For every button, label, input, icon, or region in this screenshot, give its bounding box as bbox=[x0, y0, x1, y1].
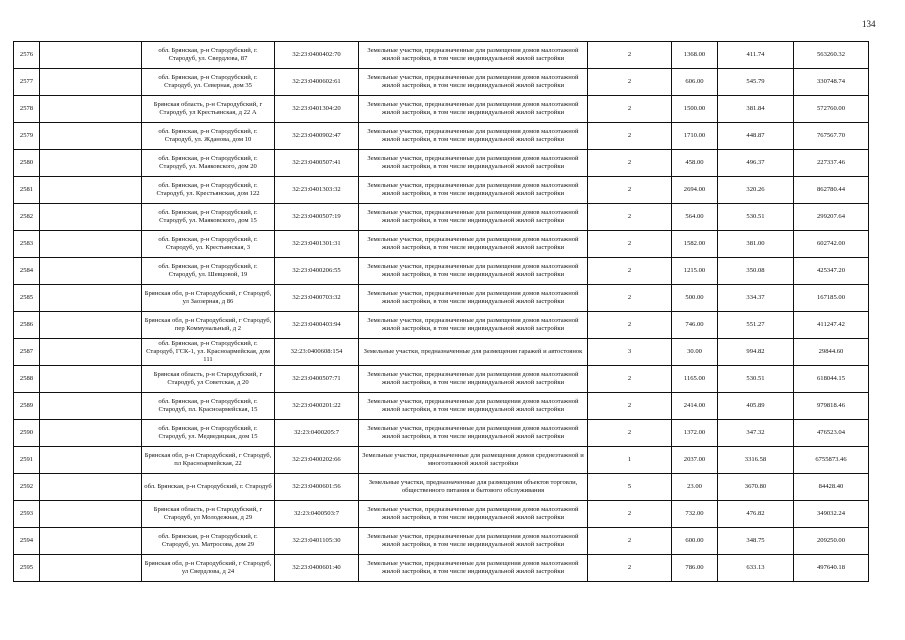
cadastral-value-cell: 425347.20 bbox=[794, 258, 869, 285]
address-cell: обл. Брянская, р-н Стародубский, г. Стародуб, ул. Жданова, дом 10 bbox=[142, 123, 275, 150]
cadastral-value-table bbox=[13, 41, 869, 582]
address-cell: Брянская обл, р-н Стародубский, г Стародуб, пл Красноармейская, 22 bbox=[142, 447, 275, 474]
empty-cell bbox=[40, 69, 142, 96]
group-cell: 2 bbox=[588, 231, 672, 258]
cadastral-value-cell: 476523.04 bbox=[794, 420, 869, 447]
empty-cell bbox=[40, 528, 142, 555]
area-cell: 1372.00 bbox=[672, 420, 718, 447]
empty-cell bbox=[40, 555, 142, 582]
empty-cell bbox=[40, 231, 142, 258]
land-use-cell: Земельные участки, предназначенные для размещения объектов торговли, общественного питания и бытового обслуживания bbox=[359, 474, 588, 501]
cadastral-value-cell: 572760.00 bbox=[794, 96, 869, 123]
cadastral-number-cell: 32:23:0400403:94 bbox=[275, 312, 359, 339]
empty-cell bbox=[40, 96, 142, 123]
table-row bbox=[14, 366, 869, 393]
cadastral-number-cell: 32:23:0401105:30 bbox=[275, 528, 359, 555]
empty-cell bbox=[40, 204, 142, 231]
table-row bbox=[14, 474, 869, 501]
table-row bbox=[14, 447, 869, 474]
group-cell: 3 bbox=[588, 339, 672, 366]
empty-cell bbox=[40, 123, 142, 150]
table-row bbox=[14, 393, 869, 420]
specific-value-cell: 551.27 bbox=[718, 312, 794, 339]
specific-value-cell: 3316.58 bbox=[718, 447, 794, 474]
group-cell: 5 bbox=[588, 474, 672, 501]
area-cell: 1710.00 bbox=[672, 123, 718, 150]
cadastral-value-cell: 497640.18 bbox=[794, 555, 869, 582]
cadastral-value-cell: 862780.44 bbox=[794, 177, 869, 204]
group-cell: 2 bbox=[588, 123, 672, 150]
address-cell: Брянская обл, р-н Стародубский, г Стародуб, пер Коммунальный, д 2 bbox=[142, 312, 275, 339]
cadastral-number-cell: 32:23:0400205:7 bbox=[275, 420, 359, 447]
row-number: 2592 bbox=[14, 474, 40, 501]
row-number: 2584 bbox=[14, 258, 40, 285]
land-use-cell: Земельные участки, предназначенные для размещения домов малоэтажной жилой застройки, в том числе индивидуальной жилой застройки bbox=[359, 420, 588, 447]
table-row bbox=[14, 177, 869, 204]
area-cell: 732.00 bbox=[672, 501, 718, 528]
land-use-cell: Земельные участки, предназначенные для размещения домов малоэтажной жилой застройки, в том числе индивидуальной жилой застройки bbox=[359, 150, 588, 177]
empty-cell bbox=[40, 150, 142, 177]
specific-value-cell: 545.79 bbox=[718, 69, 794, 96]
cadastral-value-cell: 563260.32 bbox=[794, 42, 869, 69]
empty-cell bbox=[40, 420, 142, 447]
area-cell: 1215.00 bbox=[672, 258, 718, 285]
land-use-cell: Земельные участки, предназначенные для размещения домов малоэтажной жилой застройки, в том числе индивидуальной жилой застройки bbox=[359, 123, 588, 150]
area-cell: 1582.00 bbox=[672, 231, 718, 258]
row-number: 2587 bbox=[14, 339, 40, 366]
empty-cell bbox=[40, 42, 142, 69]
address-cell: Брянская область, р-н Стародубский, г Стародуб, ул Советская, д 20 bbox=[142, 366, 275, 393]
empty-cell bbox=[40, 177, 142, 204]
group-cell: 2 bbox=[588, 393, 672, 420]
address-cell: обл. Брянская, р-н Стародубский, г. Стародуб, ГСК-1, ул. Красноармейская, дом 111 bbox=[142, 339, 275, 366]
specific-value-cell: 381.00 bbox=[718, 231, 794, 258]
land-use-cell: Земельные участки, предназначенные для размещения домов среднеэтажной и многоэтажной жилой застройки bbox=[359, 447, 588, 474]
area-cell: 606.00 bbox=[672, 69, 718, 96]
cadastral-value-cell: 602742.00 bbox=[794, 231, 869, 258]
land-use-cell: Земельные участки, предназначенные для размещения домов малоэтажной жилой застройки, в том числе индивидуальной жилой застройки bbox=[359, 258, 588, 285]
address-cell: обл. Брянская, р-н Стародубский, г. Стародуб, ул. Свердлова, 87 bbox=[142, 42, 275, 69]
land-use-cell: Земельные участки, предназначенные для размещения домов малоэтажной жилой застройки, в том числе индивидуальной жилой застройки bbox=[359, 555, 588, 582]
address-cell: обл. Брянская, р-н Стародубский, г. Стародуб bbox=[142, 474, 275, 501]
cadastral-number-cell: 32:23:0400902:47 bbox=[275, 123, 359, 150]
table-row bbox=[14, 420, 869, 447]
cadastral-number-cell: 32:23:0400608:154 bbox=[275, 339, 359, 366]
cadastral-number-cell: 32:23:0401301:31 bbox=[275, 231, 359, 258]
land-use-cell: Земельные участки, предназначенные для размещения гаражей и автостоянок bbox=[359, 339, 588, 366]
cadastral-value-cell: 299207.64 bbox=[794, 204, 869, 231]
cadastral-number-cell: 32:23:0401303:32 bbox=[275, 177, 359, 204]
specific-value-cell: 530.51 bbox=[718, 366, 794, 393]
cadastral-number-cell: 32:23:0400601:40 bbox=[275, 555, 359, 582]
row-number: 2595 bbox=[14, 555, 40, 582]
group-cell: 2 bbox=[588, 258, 672, 285]
land-use-cell: Земельные участки, предназначенные для размещения домов малоэтажной жилой застройки, в том числе индивидуальной жилой застройки bbox=[359, 528, 588, 555]
address-cell: обл. Брянская, р-н Стародубский, г. Стародуб, ул. Медведицкая, дом 15 bbox=[142, 420, 275, 447]
group-cell: 2 bbox=[588, 177, 672, 204]
row-number: 2586 bbox=[14, 312, 40, 339]
row-number: 2590 bbox=[14, 420, 40, 447]
address-cell: обл. Брянская, р-н Стародубский, г. Стародуб, ул. Крестьянская, дом 122 bbox=[142, 177, 275, 204]
group-cell: 1 bbox=[588, 447, 672, 474]
land-use-cell: Земельные участки, предназначенные для размещения домов малоэтажной жилой застройки, в том числе индивидуальной жилой застройки bbox=[359, 285, 588, 312]
address-cell: Брянская область, р-н Стародубский, г Стародуб, ул Крестьянская, д 22 А bbox=[142, 96, 275, 123]
specific-value-cell: 448.87 bbox=[718, 123, 794, 150]
empty-cell bbox=[40, 366, 142, 393]
specific-value-cell: 347.32 bbox=[718, 420, 794, 447]
specific-value-cell: 320.26 bbox=[718, 177, 794, 204]
address-cell: Брянская обл, р-н Стародубский, г Стародуб, ул Заозерная, д 86 bbox=[142, 285, 275, 312]
empty-cell bbox=[40, 501, 142, 528]
address-cell: обл. Брянская, р-н Стародубский, г. Стародуб, ул. Матросова, дом 29 bbox=[142, 528, 275, 555]
row-number: 2583 bbox=[14, 231, 40, 258]
specific-value-cell: 334.37 bbox=[718, 285, 794, 312]
row-number: 2589 bbox=[14, 393, 40, 420]
empty-cell bbox=[40, 285, 142, 312]
cadastral-value-cell: 411247.42 bbox=[794, 312, 869, 339]
cadastral-number-cell: 32:23:0400201:22 bbox=[275, 393, 359, 420]
area-cell: 564.00 bbox=[672, 204, 718, 231]
specific-value-cell: 411.74 bbox=[718, 42, 794, 69]
cadastral-value-cell: 29844.60 bbox=[794, 339, 869, 366]
area-cell: 1500.00 bbox=[672, 96, 718, 123]
cadastral-value-cell: 618044.15 bbox=[794, 366, 869, 393]
area-cell: 500.00 bbox=[672, 285, 718, 312]
cadastral-number-cell: 32:23:0400507:41 bbox=[275, 150, 359, 177]
specific-value-cell: 633.13 bbox=[718, 555, 794, 582]
cadastral-number-cell: 32:23:0401304:20 bbox=[275, 96, 359, 123]
table-row bbox=[14, 528, 869, 555]
land-use-cell: Земельные участки, предназначенные для размещения домов малоэтажной жилой застройки, в том числе индивидуальной жилой застройки bbox=[359, 393, 588, 420]
specific-value-cell: 348.75 bbox=[718, 528, 794, 555]
land-use-cell: Земельные участки, предназначенные для размещения домов малоэтажной жилой застройки, в том числе индивидуальной жилой застройки bbox=[359, 204, 588, 231]
address-cell: Брянская обл, р-н Стародубский, г Стародуб, ул Свердлова, д 24 bbox=[142, 555, 275, 582]
table-row bbox=[14, 231, 869, 258]
row-number: 2593 bbox=[14, 501, 40, 528]
empty-cell bbox=[40, 312, 142, 339]
area-cell: 2694.00 bbox=[672, 177, 718, 204]
area-cell: 1368.00 bbox=[672, 42, 718, 69]
cadastral-value-cell: 167185.00 bbox=[794, 285, 869, 312]
group-cell: 2 bbox=[588, 69, 672, 96]
land-use-cell: Земельные участки, предназначенные для размещения домов малоэтажной жилой застройки, в том числе индивидуальной жилой застройки bbox=[359, 42, 588, 69]
cadastral-number-cell: 32:23:0400202:66 bbox=[275, 447, 359, 474]
area-cell: 746.00 bbox=[672, 312, 718, 339]
table-row bbox=[14, 42, 869, 69]
table-row bbox=[14, 204, 869, 231]
cadastral-number-cell: 32:23:0400602:61 bbox=[275, 69, 359, 96]
group-cell: 2 bbox=[588, 42, 672, 69]
table-row bbox=[14, 312, 869, 339]
land-use-cell: Земельные участки, предназначенные для размещения домов малоэтажной жилой застройки, в том числе индивидуальной жилой застройки bbox=[359, 96, 588, 123]
row-number: 2591 bbox=[14, 447, 40, 474]
empty-cell bbox=[40, 258, 142, 285]
area-cell: 2414.00 bbox=[672, 393, 718, 420]
land-use-cell: Земельные участки, предназначенные для размещения домов малоэтажной жилой застройки, в том числе индивидуальной жилой застройки bbox=[359, 231, 588, 258]
row-number: 2585 bbox=[14, 285, 40, 312]
address-cell: обл. Брянская, р-н Стародубский, г. Стародуб, ул. Маяковского, дом 15 bbox=[142, 204, 275, 231]
cadastral-number-cell: 32:23:0400206:55 bbox=[275, 258, 359, 285]
row-number: 2582 bbox=[14, 204, 40, 231]
area-cell: 786.00 bbox=[672, 555, 718, 582]
area-cell: 23.00 bbox=[672, 474, 718, 501]
specific-value-cell: 381.84 bbox=[718, 96, 794, 123]
area-cell: 1165.00 bbox=[672, 366, 718, 393]
row-number: 2594 bbox=[14, 528, 40, 555]
empty-cell bbox=[40, 447, 142, 474]
area-cell: 2037.00 bbox=[672, 447, 718, 474]
area-cell: 458.00 bbox=[672, 150, 718, 177]
group-cell: 2 bbox=[588, 312, 672, 339]
specific-value-cell: 994.82 bbox=[718, 339, 794, 366]
land-use-cell: Земельные участки, предназначенные для размещения домов малоэтажной жилой застройки, в том числе индивидуальной жилой застройки bbox=[359, 366, 588, 393]
cadastral-number-cell: 32:23:0400703:32 bbox=[275, 285, 359, 312]
cadastral-value-cell: 349032.24 bbox=[794, 501, 869, 528]
table-row bbox=[14, 501, 869, 528]
group-cell: 2 bbox=[588, 555, 672, 582]
address-cell: обл. Брянская, р-н Стародубский, г. Стародуб, ул. Маяковского, дом 20 bbox=[142, 150, 275, 177]
address-cell: Брянская область, р-н Стародубский, г Стародуб, ул Молодежная, д 29 bbox=[142, 501, 275, 528]
address-cell: обл. Брянская, р-н Стародубский, г. Стародуб, ул. Северная, дом 35 bbox=[142, 69, 275, 96]
row-number: 2579 bbox=[14, 123, 40, 150]
empty-cell bbox=[40, 393, 142, 420]
address-cell: обл. Брянская, р-н Стародубский, г. Стародуб, ул. Крестьянская, 3 bbox=[142, 231, 275, 258]
row-number: 2581 bbox=[14, 177, 40, 204]
page-number: 134 bbox=[862, 19, 876, 29]
cadastral-number-cell: 32:23:0400503:7 bbox=[275, 501, 359, 528]
land-use-cell: Земельные участки, предназначенные для размещения домов малоэтажной жилой застройки, в том числе индивидуальной жилой застройки bbox=[359, 69, 588, 96]
cadastral-number-cell: 32:23:0400402:70 bbox=[275, 42, 359, 69]
table-row bbox=[14, 555, 869, 582]
empty-cell bbox=[40, 339, 142, 366]
specific-value-cell: 405.89 bbox=[718, 393, 794, 420]
cadastral-number-cell: 32:23:0400507:71 bbox=[275, 366, 359, 393]
cadastral-value-cell: 84428.40 bbox=[794, 474, 869, 501]
group-cell: 2 bbox=[588, 150, 672, 177]
cadastral-value-cell: 227337.46 bbox=[794, 150, 869, 177]
table-row bbox=[14, 96, 869, 123]
row-number: 2588 bbox=[14, 366, 40, 393]
address-cell: обл. Брянская, р-н Стародубский, г. Стародуб, пл. Красноармейская, 15 bbox=[142, 393, 275, 420]
specific-value-cell: 476.82 bbox=[718, 501, 794, 528]
group-cell: 2 bbox=[588, 528, 672, 555]
area-cell: 30.00 bbox=[672, 339, 718, 366]
land-use-cell: Земельные участки, предназначенные для размещения домов малоэтажной жилой застройки, в том числе индивидуальной жилой застройки bbox=[359, 312, 588, 339]
group-cell: 2 bbox=[588, 285, 672, 312]
area-cell: 600.00 bbox=[672, 528, 718, 555]
row-number: 2580 bbox=[14, 150, 40, 177]
table-row bbox=[14, 258, 869, 285]
group-cell: 2 bbox=[588, 501, 672, 528]
cadastral-value-cell: 209250.00 bbox=[794, 528, 869, 555]
cadastral-value-cell: 767567.70 bbox=[794, 123, 869, 150]
group-cell: 2 bbox=[588, 366, 672, 393]
group-cell: 2 bbox=[588, 96, 672, 123]
specific-value-cell: 530.51 bbox=[718, 204, 794, 231]
land-use-cell: Земельные участки, предназначенные для размещения домов малоэтажной жилой застройки, в том числе индивидуальной жилой застройки bbox=[359, 501, 588, 528]
row-number: 2577 bbox=[14, 69, 40, 96]
cadastral-value-cell: 330748.74 bbox=[794, 69, 869, 96]
group-cell: 2 bbox=[588, 420, 672, 447]
cadastral-number-cell: 32:23:0400507:19 bbox=[275, 204, 359, 231]
specific-value-cell: 350.08 bbox=[718, 258, 794, 285]
table-row bbox=[14, 339, 869, 366]
group-cell: 2 bbox=[588, 204, 672, 231]
land-use-cell: Земельные участки, предназначенные для размещения домов малоэтажной жилой застройки, в том числе индивидуальной жилой застройки bbox=[359, 177, 588, 204]
cadastral-value-cell: 979818.46 bbox=[794, 393, 869, 420]
table-row bbox=[14, 285, 869, 312]
address-cell: обл. Брянская, р-н Стародубский, г. Стародуб, ул. Шевцовой, 19 bbox=[142, 258, 275, 285]
row-number: 2576 bbox=[14, 42, 40, 69]
specific-value-cell: 3670.80 bbox=[718, 474, 794, 501]
cadastral-number-cell: 32:23:0400601:56 bbox=[275, 474, 359, 501]
row-number: 2578 bbox=[14, 96, 40, 123]
empty-cell bbox=[40, 474, 142, 501]
cadastral-value-cell: 6755873.46 bbox=[794, 447, 869, 474]
table-body bbox=[14, 42, 869, 582]
table-row bbox=[14, 150, 869, 177]
table-row bbox=[14, 123, 869, 150]
table-row bbox=[14, 69, 869, 96]
specific-value-cell: 496.37 bbox=[718, 150, 794, 177]
